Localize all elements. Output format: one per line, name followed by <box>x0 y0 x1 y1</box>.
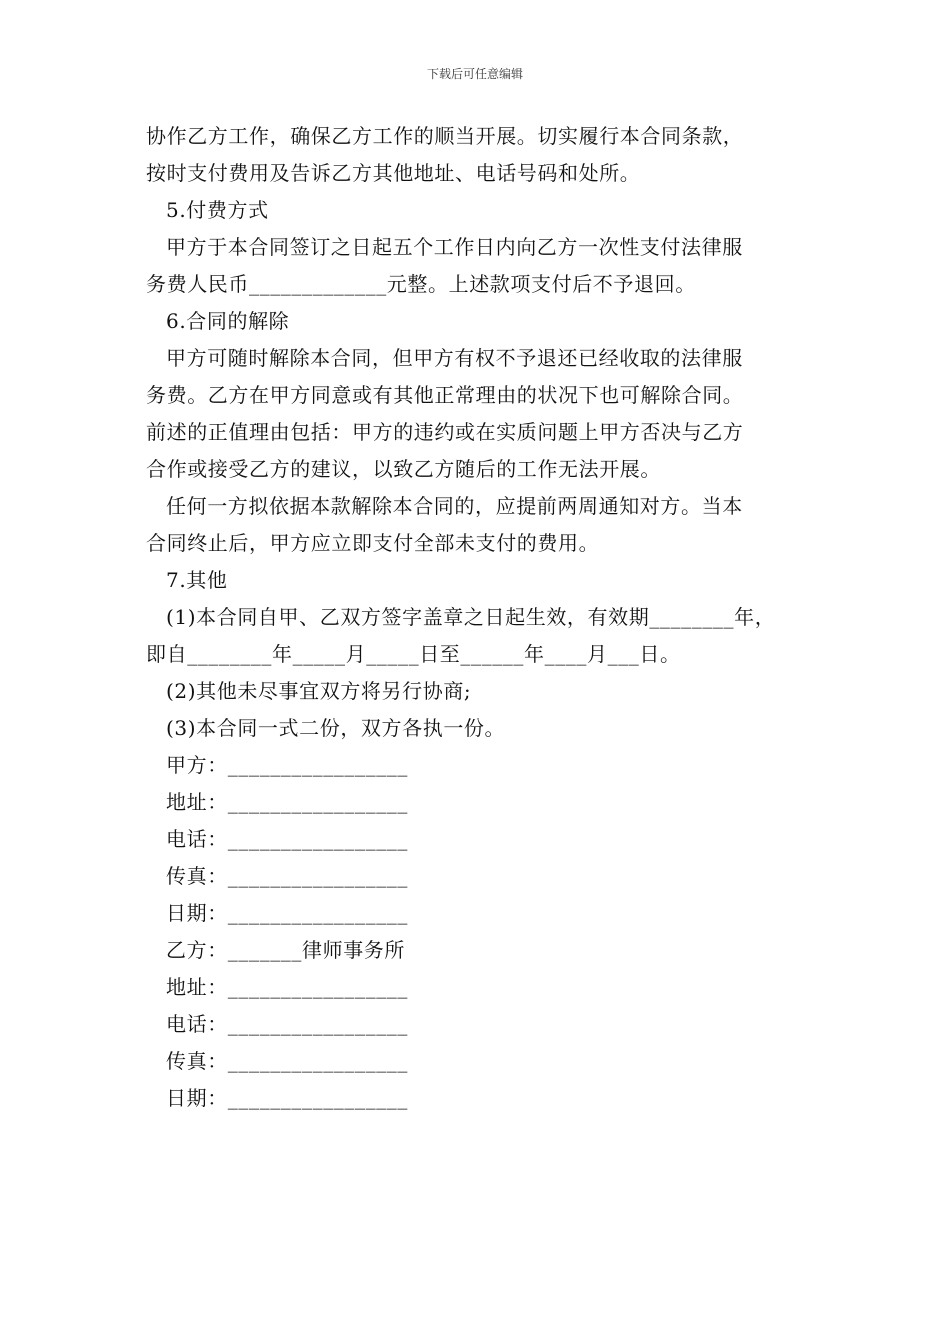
page-header: 下载后可任意编辑 <box>426 67 523 81</box>
paragraph-line: 按时支付费用及告诉乙方其他地址、电话号码和处所。 <box>146 161 641 185</box>
paragraph-line: 务费人民币_____________元整。上述款项支付后不予退回。 <box>146 272 696 296</box>
clause-line: (1)本合同自甲、乙双方签字盖章之日起生效，有效期________年， <box>166 605 776 629</box>
party-a-date-field: 日期：_________________ <box>166 901 408 925</box>
clause-line: (2)其他未尽事宜双方将另行协商; <box>166 679 472 703</box>
clause-line: (3)本合同一式二份，双方各执一份。 <box>166 716 506 740</box>
paragraph-line: 甲方于本合同签订之日起五个工作日内向乙方一次性支付法律服 <box>166 235 743 259</box>
party-b-phone-field: 电话：_________________ <box>166 1012 408 1036</box>
paragraph-line: 合作或接受乙方的建议，以致乙方随后的工作无法开展。 <box>146 457 661 481</box>
party-b-date-field: 日期：_________________ <box>166 1086 408 1110</box>
party-a-name-field: 甲方：_________________ <box>166 753 408 777</box>
paragraph-line: 前述的正值理由包括：甲方的违约或在实质问题上甲方否决与乙方 <box>146 420 744 444</box>
section-heading-other: 7.其他 <box>166 568 228 592</box>
document-body <box>146 118 826 1117</box>
party-a-phone-field: 电话：_________________ <box>166 827 408 851</box>
party-b-address-field: 地址：_________________ <box>166 975 408 999</box>
section-heading-payment: 5.付费方式 <box>166 198 269 222</box>
paragraph-line: 务费。乙方在甲方同意或有其他正常理由的状况下也可解除合同。 <box>146 383 744 407</box>
paragraph-line: 任何一方拟依据本款解除本合同的，应提前两周通知对方。当本 <box>166 494 743 518</box>
party-a-address-field: 地址：_________________ <box>166 790 408 814</box>
paragraph-line: 合同终止后，甲方应立即支付全部未支付的费用。 <box>146 531 600 555</box>
paragraph-line: 协作乙方工作，确保乙方工作的顺当开展。切实履行本合同条款， <box>146 124 744 148</box>
party-a-fax-field: 传真：_________________ <box>166 864 408 888</box>
clause-line: 即自________年_____月_____日至______年____月___日。 <box>146 642 681 666</box>
party-b-fax-field: 传真：_________________ <box>166 1049 408 1073</box>
section-heading-termination: 6.合同的解除 <box>166 309 290 333</box>
party-b-name-field: 乙方：_______律师事务所 <box>166 938 405 962</box>
paragraph-line: 甲方可随时解除本合同，但甲方有权不予退还已经收取的法律服 <box>166 346 743 370</box>
